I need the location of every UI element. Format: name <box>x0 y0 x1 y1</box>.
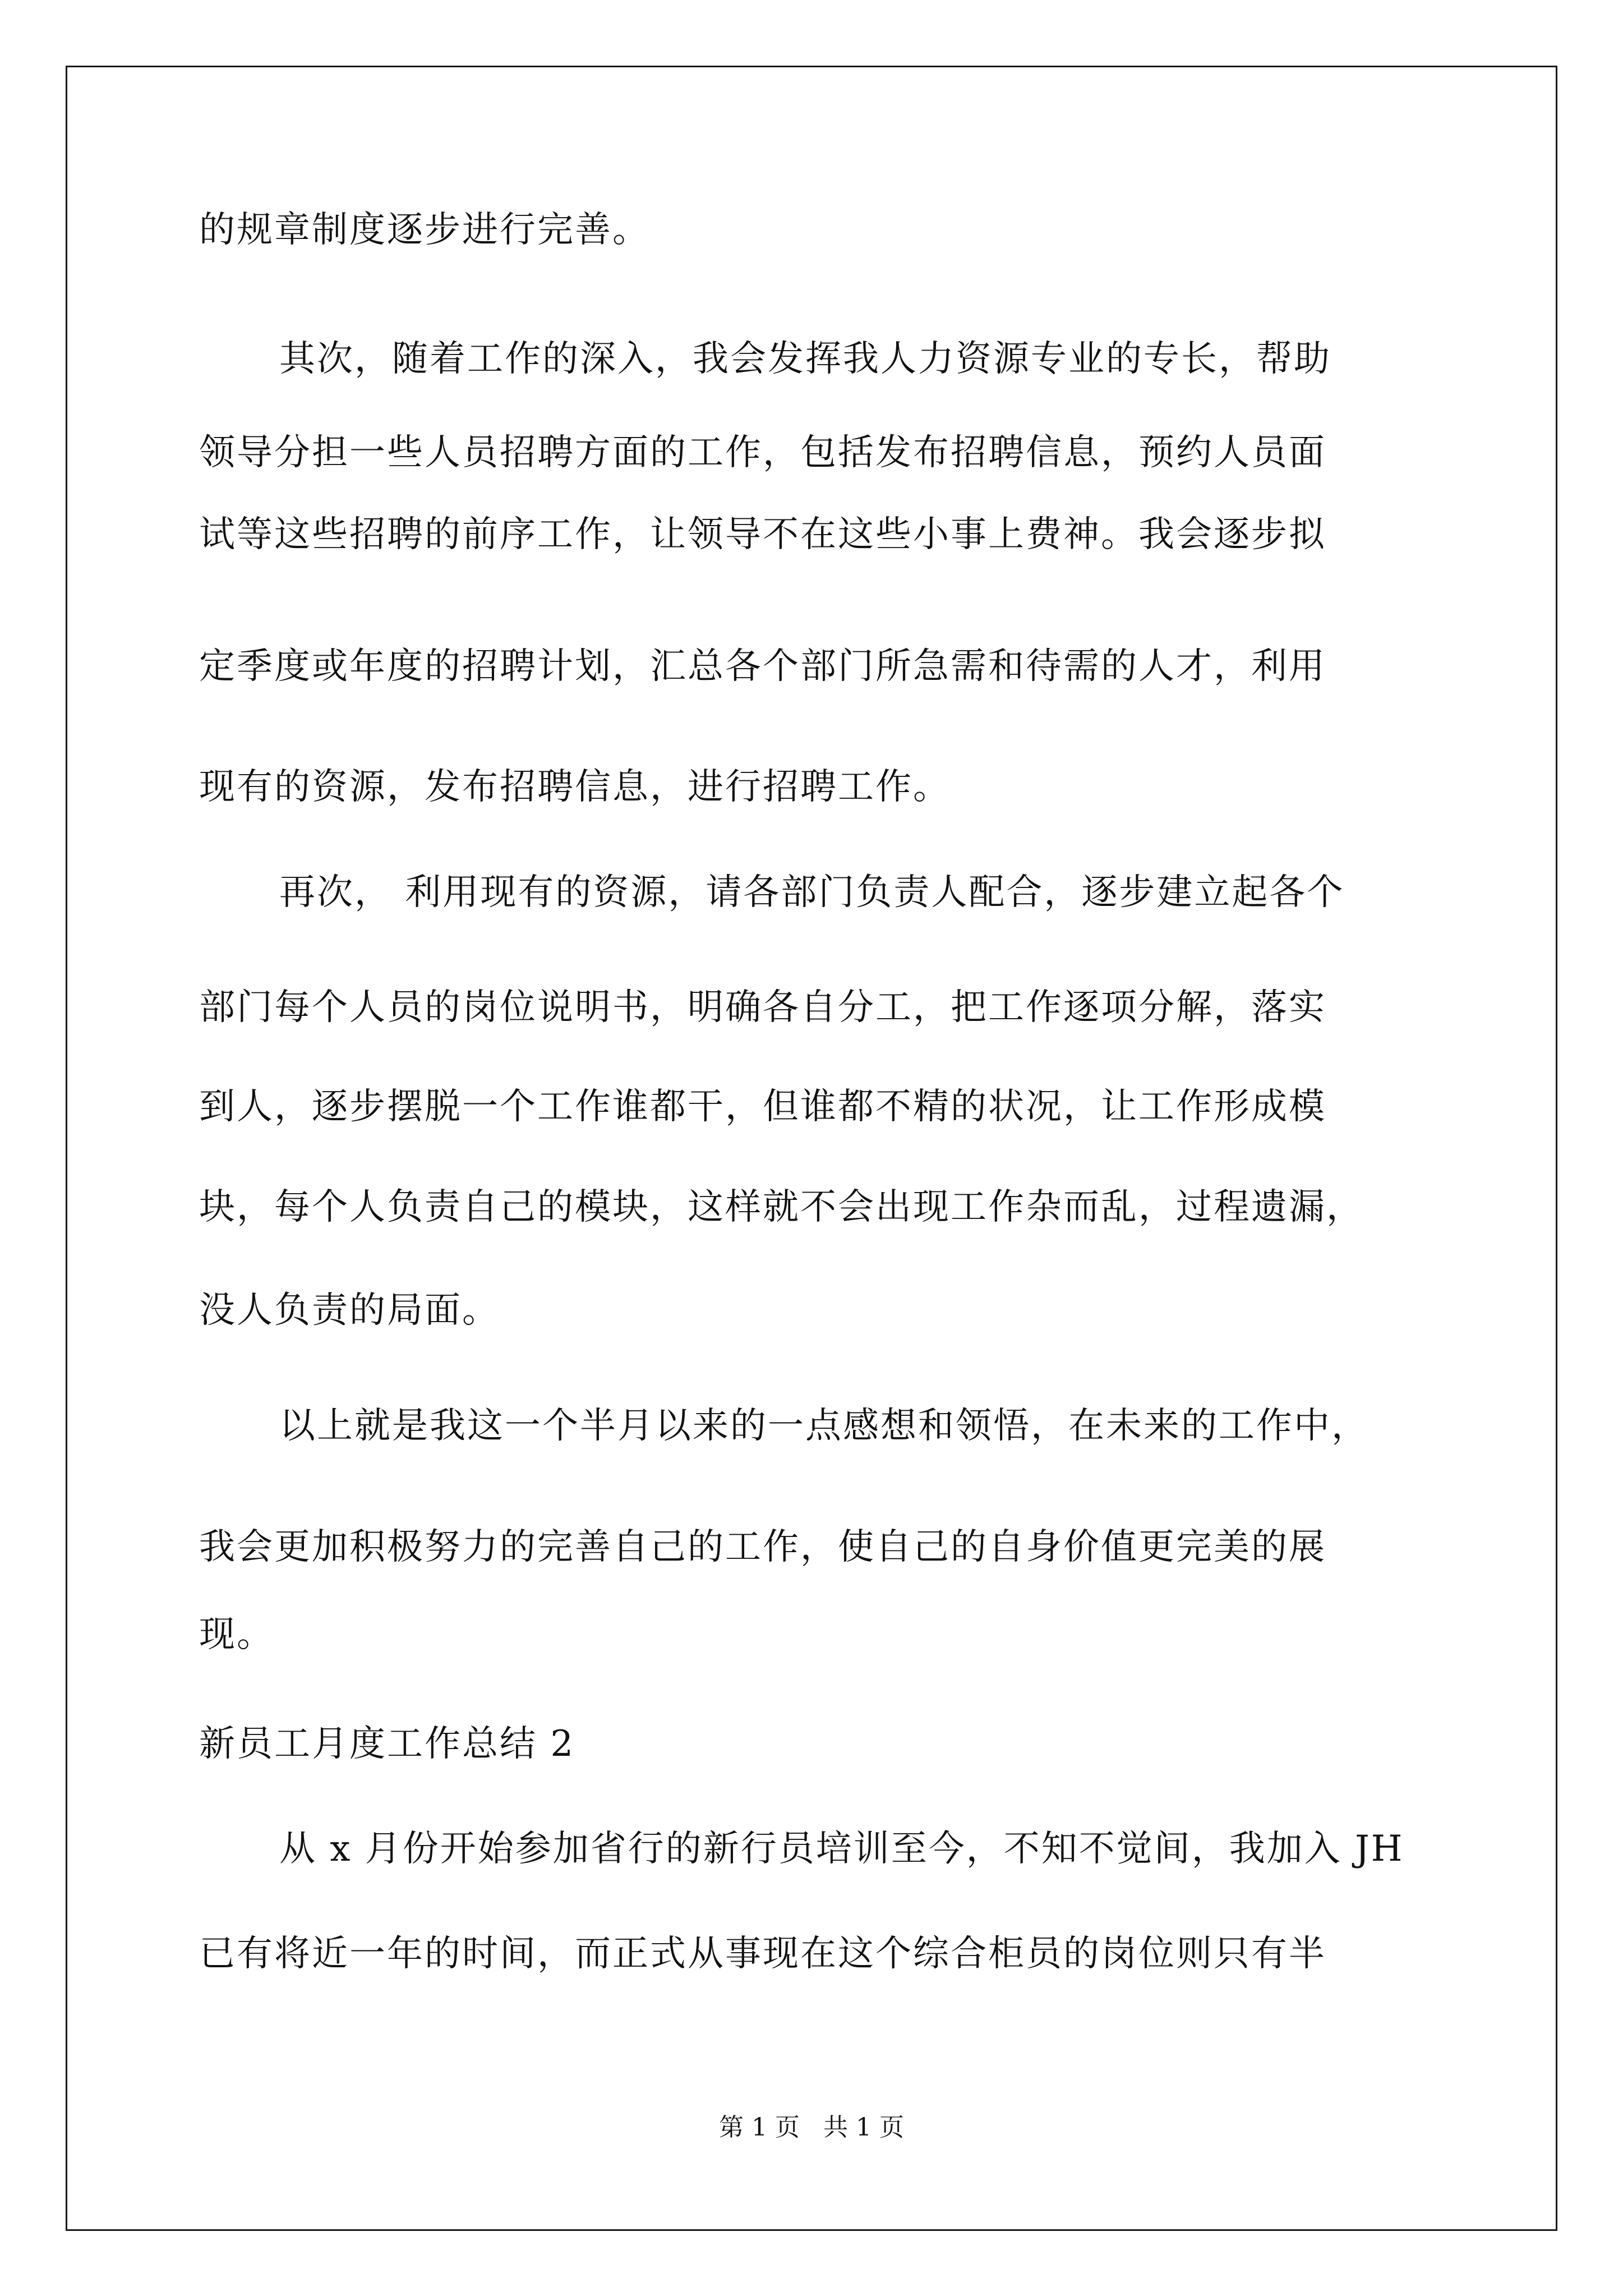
paragraph-line: 领导分担一些人员招聘方面的工作，包括发布招聘信息，预约人员面 <box>199 432 1326 473</box>
paragraph-line: 块，每个人负责自己的模块，这样就不会出现工作杂而乱，过程遗漏， <box>199 1186 1364 1228</box>
paragraph-line: 到人，逐步摆脱一个工作谁都干，但谁都不精的状况，让工作形成模 <box>199 1086 1326 1128</box>
page-footer: 第 1 页 共 1 页 <box>719 2113 904 2142</box>
page-border <box>66 66 1557 2231</box>
paragraph-line: 现有的资源，发布招聘信息，进行招聘工作。 <box>199 766 951 808</box>
paragraph-line: 我会更加积极努力的完善自己的工作，使自己的自身价值更完美的展 <box>199 1526 1326 1568</box>
paragraph-line: 的规章制度逐步进行完善。 <box>199 209 650 251</box>
paragraph-line: 其次，随着工作的深入，我会发挥我人力资源专业的专长，帮助 <box>279 338 1331 380</box>
paragraph-line: 现。 <box>199 1614 274 1655</box>
section-heading: 新员工月度工作总结 2 <box>199 1723 575 1765</box>
paragraph-line: 再次， 利用现有的资源，请各部门负责人配合，逐步建立起各个 <box>279 872 1345 913</box>
paragraph-line: 已有将近一年的时间，而正式从事现在这个综合柜员的岗位则只有半 <box>199 1933 1326 1975</box>
paragraph-line: 部门每个人员的岗位说明书，明确各自分工，把工作逐项分解，落实 <box>199 987 1326 1028</box>
paragraph-line: 没人负责的局面。 <box>199 1290 500 1331</box>
paragraph-line: 从 x 月份开始参加省行的新行员培训至今，不知不觉间，我加入 JH <box>279 1828 1404 1870</box>
paragraph-line: 以上就是我这一个半月以来的一点感想和领悟，在未来的工作中， <box>279 1405 1369 1447</box>
paragraph-line: 定季度或年度的招聘计划，汇总各个部门所急需和待需的人才，利用 <box>199 646 1326 687</box>
paragraph-line: 试等这些招聘的前序工作，让领导不在这些小事上费神。我会逐步拟 <box>199 514 1326 555</box>
